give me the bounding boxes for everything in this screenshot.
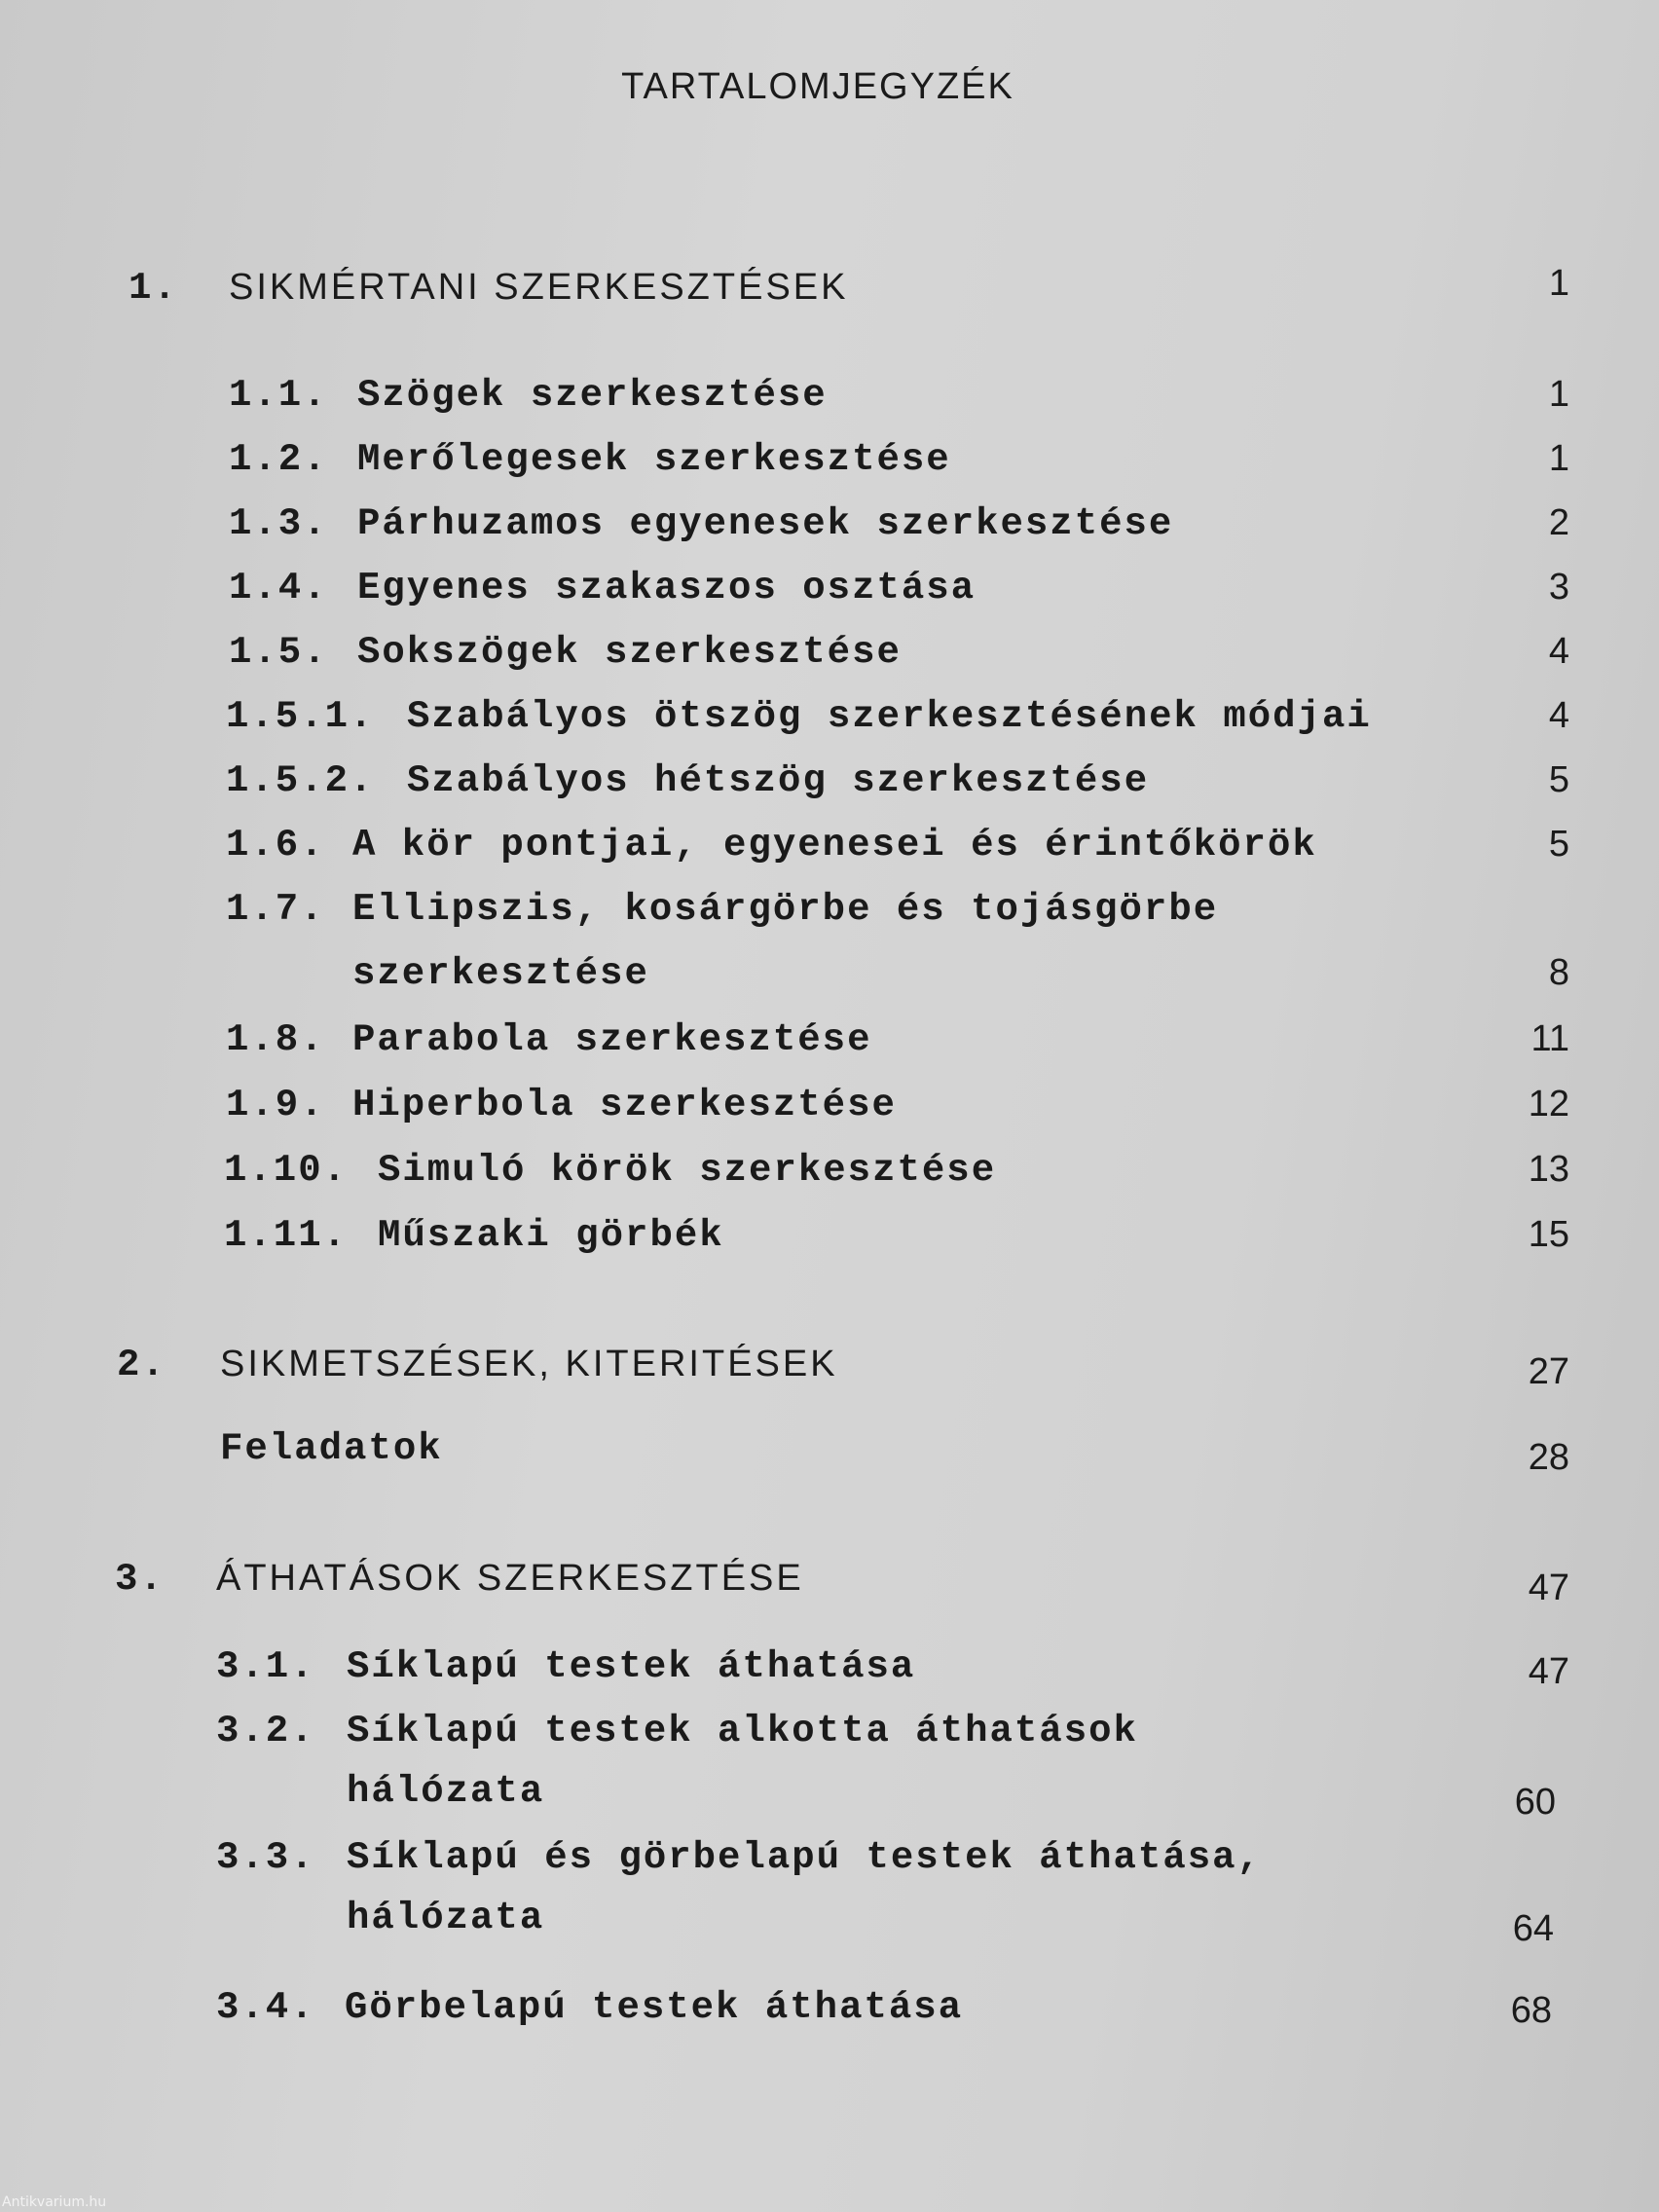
entry-page: 64: [1512, 1908, 1554, 1949]
entry-title: Síklapú és görbelapú testek áthatása,: [347, 1836, 1262, 1879]
toc-entry-1-10: [0, 1149, 1659, 1198]
toc-entry-1-4: [0, 567, 1659, 615]
page-title: TARTALOMJEGYZÉK: [621, 66, 1014, 107]
entry-number: 3.1.: [216, 1645, 315, 1688]
entry-number: 1.9.: [226, 1084, 325, 1126]
chapter-title: SIKMÉRTANI SZERKESZTÉSEK: [229, 267, 849, 308]
toc-entry-1-5-1: [0, 695, 1659, 744]
entry-title: Ellipszis, kosárgörbe és tojásgörbe: [352, 888, 1219, 931]
entry-number: 3.3.: [216, 1836, 315, 1879]
entry-number: 3.2.: [216, 1710, 315, 1752]
entry-number: 1.1.: [229, 374, 328, 417]
entry-title-continued: szerkesztése: [352, 952, 649, 995]
watermark: Antikvarium.hu: [2, 2194, 107, 2210]
chapter-1-row: [0, 263, 1659, 315]
entry-title: A kör pontjai, egyenesei és érintőkörök: [352, 824, 1317, 866]
entry-page: 5: [1548, 824, 1569, 865]
entry-title: Szabályos ötszög szerkesztésének módjai: [407, 695, 1372, 738]
chapter-page: 1: [1548, 263, 1569, 304]
entry-page: 4: [1548, 695, 1569, 736]
toc-entry-3-1: [0, 1645, 1659, 1694]
entry-page: 1: [1548, 438, 1569, 479]
toc-entry-1-8: [0, 1018, 1659, 1067]
toc-entry-3-4: [0, 1986, 1659, 2035]
toc-entry-3-2: [0, 1710, 1659, 1758]
chapter-number: 3.: [115, 1558, 165, 1601]
entry-page: 12: [1528, 1084, 1569, 1124]
entry-title: Szabályos hétszög szerkesztése: [407, 759, 1150, 802]
chapter-2-row: [0, 1344, 1659, 1392]
entry-page: 13: [1528, 1149, 1569, 1190]
entry-title: Sokszögek szerkesztése: [357, 631, 902, 674]
toc-entry-3-3-cont: [0, 1897, 1659, 1949]
entry-title: Szögek szerkesztése: [357, 374, 828, 417]
entry-number: 1.5.1.: [226, 695, 375, 738]
chapter-number: 2.: [117, 1344, 166, 1386]
entry-number: 1.10.: [224, 1149, 349, 1192]
chapter-3-row: [0, 1558, 1659, 1606]
entry-title: Simuló körök szerkesztése: [378, 1149, 997, 1192]
toc-entry-1-5: [0, 631, 1659, 680]
entry-number: 3.4.: [216, 1986, 315, 2029]
chapter-title: SIKMETSZÉSEK, KITERITÉSEK: [220, 1344, 838, 1384]
toc-entry-3-2-cont: [0, 1770, 1659, 1823]
toc-entry-1-7: [0, 888, 1659, 937]
entry-number: 1.4.: [229, 567, 328, 609]
entry-number: 1.5.2.: [226, 759, 375, 802]
entry-page: 4: [1548, 631, 1569, 672]
entry-page: 47: [1528, 1651, 1569, 1692]
toc-entry-1-1: [0, 374, 1659, 423]
entry-page: 28: [1528, 1437, 1569, 1478]
entry-page: 2: [1548, 502, 1569, 543]
entry-title: Párhuzamos egyenesek szerkesztése: [357, 502, 1174, 545]
toc-entry-1-5-2: [0, 759, 1659, 808]
toc-entry-1-6: [0, 824, 1659, 872]
entry-title: Merőlegesek szerkesztése: [357, 438, 951, 481]
entry-title: Műszaki görbék: [378, 1214, 724, 1257]
entry-title: Görbelapú testek áthatása: [345, 1986, 964, 2029]
entry-number: 1.3.: [229, 502, 328, 545]
entry-page: 15: [1528, 1214, 1569, 1255]
toc-entry-feladatok: [0, 1427, 1659, 1476]
entry-title: Síklapú testek alkotta áthatások: [347, 1710, 1138, 1752]
entry-page: 1: [1548, 374, 1569, 415]
entry-page: 8: [1548, 952, 1569, 993]
toc-entry-1-11: [0, 1214, 1659, 1263]
toc-entry-1-7-cont: [0, 952, 1659, 1001]
toc-entry-1-9: [0, 1084, 1659, 1132]
chapter-number: 1.: [129, 267, 178, 310]
entry-title-continued: hálózata: [347, 1897, 545, 1939]
entry-title: Feladatok: [220, 1427, 443, 1470]
entry-number: 1.8.: [226, 1018, 325, 1061]
entry-number: 1.2.: [229, 438, 328, 481]
entry-number: 1.7.: [226, 888, 325, 931]
entry-page: 3: [1548, 567, 1569, 608]
entry-number: 1.11.: [224, 1214, 349, 1257]
entry-page: 5: [1548, 759, 1569, 800]
toc-entry-1-3: [0, 502, 1659, 551]
chapter-page: 47: [1528, 1567, 1569, 1608]
entry-title: Egyenes szakaszos osztása: [357, 567, 977, 609]
chapter-title: ÁTHATÁSOK SZERKESZTÉSE: [216, 1558, 804, 1599]
entry-title-continued: hálózata: [347, 1770, 545, 1813]
entry-number: 1.6.: [226, 824, 325, 866]
entry-page: 60: [1514, 1782, 1556, 1823]
entry-title: Síklapú testek áthatása: [347, 1645, 916, 1688]
entry-number: 1.5.: [229, 631, 328, 674]
entry-page: 68: [1510, 1990, 1552, 2031]
chapter-page: 27: [1528, 1351, 1569, 1392]
toc-entry-1-2: [0, 438, 1659, 487]
entry-title: Hiperbola szerkesztése: [352, 1084, 897, 1126]
entry-title: Parabola szerkesztése: [352, 1018, 872, 1061]
entry-page: 11: [1530, 1018, 1569, 1059]
toc-entry-3-3: [0, 1836, 1659, 1885]
